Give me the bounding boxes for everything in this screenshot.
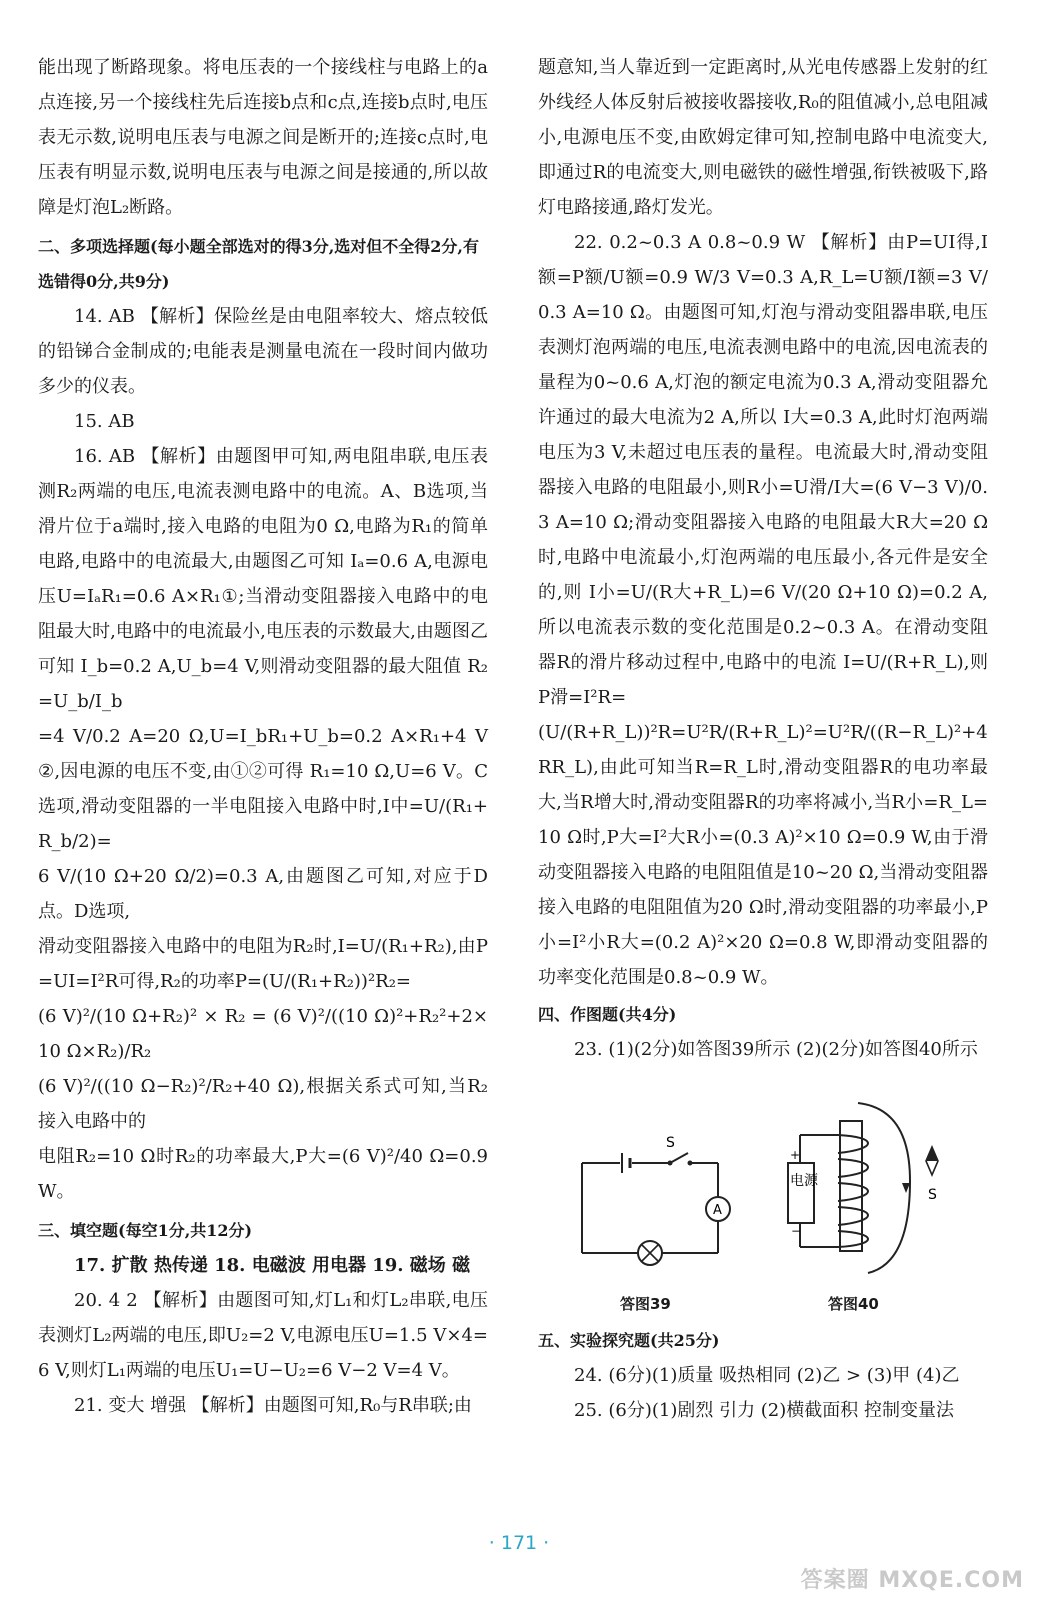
figure-caption: 答图40 — [828, 1295, 879, 1313]
answer-23: 23. (1)(2分)如答图39所示 (2)(2分)如答图40所示 — [574, 1039, 978, 1060]
ammeter-label: A — [713, 1203, 722, 1218]
answer-16-cont: (6 V)²/((10 Ω−R₂)²/R₂+40 Ω),根据关系式可知,当R₂接入电路中的 — [38, 1076, 488, 1132]
figure-caption: 答图39 — [620, 1295, 671, 1313]
answer-16: 16. AB 【解析】由题图甲可知,两电阻串联,电压表测R₂两端的电压,电流表测电路中的电流。A、B选项,当滑片位于a端时,接入电路的电阻为0 Ω,电路为R₁的简单电路,电路中的电流最大,由题图乙可知 Iₐ=0.6 A,电源电压U=IₐR₁=0.6 A×R₁①;当滑动变阻器接入电路中的电阻最大时,电路中的电流最小,电压表的示数最大,由题图乙可知 I_b=0.2 A,U_b=4 V,则滑动变阻器的最大阻值 R₂=U_b/I_b — [38, 446, 488, 712]
page-number: · 171 · — [488, 1532, 550, 1554]
section-heading: 二、多项选择题(每小题全部选对的得3分,选对但不全得2分,有选错得0分,共9分) — [38, 237, 479, 291]
plus-sign: + — [790, 1148, 801, 1162]
compass-north-half — [926, 1147, 938, 1161]
section-heading: 四、作图题(共4分) — [538, 1005, 677, 1024]
right-column — [538, 50, 988, 1428]
answer-15: 15. AB — [74, 411, 135, 432]
answer-figures — [538, 1073, 988, 1323]
left-column — [38, 50, 488, 1423]
answer-16-cont: (6 V)²/(10 Ω+R₂)² × R₂ = (6 V)²/((10 Ω)²+R₂²+2×10 Ω×R₂)/R₂ — [38, 1006, 488, 1062]
power-source-label: 电源 — [790, 1173, 818, 1189]
switch-label: S — [666, 1135, 675, 1151]
paragraph: 能出现了断路现象。将电压表的一个接线柱与电路上的a点连接,另一个接线柱先后连接b点和c点,连接b点时,电压表无示数,说明电压表与电源之间是断开的;连接c点时,电压表有明显示数,说明电压表与电源之间是接通的,所以故障是灯泡L₂断路。 — [38, 57, 488, 218]
compass-label: S — [928, 1187, 937, 1203]
minus-sign: − — [791, 1224, 802, 1238]
section-heading: 五、实验探究题(共25分) — [538, 1331, 720, 1350]
answer-22: 22. 0.2~0.3 A 0.8~0.9 W 【解析】由P=UI得,I额=P额/U额=0.9 W/3 V=0.3 A,R_L=U额/I额=3 V/0.3 A=10 Ω。由题图可知,灯泡与滑动变阻器串联,电压表测灯泡两端的电压,电流表测电路中的电流,因电流表的量程为0~0.6 A,灯泡的额定电流为0.3 A,滑动变阻器允许通过的最大电流为2 A,所以 I大=0.3 A,此时灯泡两端电压为3 V,未超过电压表的量程。电流最大时,滑动变阻器接入电路的电阻最小,则R小=U滑/I大=(6 V−3 V)/0.3 A=10 Ω;滑动变阻器接入电路的电阻最大R大=20 Ω时,电路中电流最小,灯泡两端的电压最小,各元件是安全的,则 I小=U/(R大+R_L)=6 V/(20 Ω+10 Ω)=0.2 A,所以电流表示数的变化范围是0.2~0.3 A。在滑动变阻器R的滑片移动过程中,电路中的电流 I=U/(R+R_L),则 P滑=I²R= — [538, 232, 988, 708]
answer-16-cont: 滑动变阻器接入电路中的电阻为R₂时,I=U/(R₁+R₂),由P=UI=I²R可得,R₂的功率P=(U/(R₁+R₂))²R₂= — [38, 936, 488, 992]
power-source-box — [788, 1163, 814, 1223]
arrow-icon — [902, 1183, 910, 1193]
answer-21: 21. 变大 增强 【解析】由题图可知,R₀与R串联;由 — [74, 1395, 472, 1416]
answer-20: 20. 4 2 【解析】由题图可知,灯L₁和灯L₂串联,电压表测灯L₂两端的电压,即U₂=2 V,电源电压U=1.5 V×4=6 V,则灯L₁两端的电压U₁=U−U₂=6 V−2 V=4 V。 — [38, 1290, 488, 1381]
switch-pivot — [668, 1161, 673, 1166]
section-heading: 三、填空题(每空1分,共12分) — [38, 1221, 253, 1240]
circuit-diagram-39 — [538, 1073, 988, 1283]
answer-16-cont: 电阻R₂=10 Ω时R₂的功率最大,P大=(6 V)²/40 Ω=0.9 W。 — [38, 1146, 488, 1202]
answer-17-19: 17. 扩散 热传递 18. 电磁波 用电器 19. 磁场 磁 — [74, 1255, 471, 1276]
switch-contact — [688, 1161, 693, 1166]
answer-16-cont: 6 V/(10 Ω+20 Ω/2)=0.3 A,由题图乙可知,对应于D点。D选项, — [38, 866, 488, 922]
answer-14: 14. AB 【解析】保险丝是由电阻率较大、熔点较低的铅锑合金制成的;电能表是测量电流在一段时间内做功多少的仪表。 — [38, 306, 488, 397]
answer-25: 25. (6分)(1)剧烈 引力 (2)横截面积 控制变量法 — [574, 1400, 955, 1421]
answer-24: 24. (6分)(1)质量 吸热相同 (2)乙 > (3)甲 (4)乙 — [574, 1365, 960, 1386]
answer-22-cont: (U/(R+R_L))²R=U²R/(R+R_L)²=U²R/((R−R_L)²+4RR_L),由此可知当R=R_L时,滑动变阻器R的电功率最大,当R增大时,滑动变阻器R的功率将减小,当R小=R_L=10 Ω时,P大=I²大R小=(0.3 A)²×10 Ω=0.9 W,由于滑动变阻器接入电路的电阻阻值是10~20 Ω,当滑动变阻器接入电路的电阻阻值为20 Ω时,滑动变阻器的功率最小,P小=I²小R大=(0.2 A)²×20 Ω=0.8 W,即滑动变阻器的功率变化范围是0.8~0.9 W。 — [538, 722, 988, 988]
watermark-logo: 答案圈 MXQE.COM — [800, 1568, 1024, 1593]
answer-16-cont: =4 V/0.2 A=20 Ω,U=I_bR₁+U_b=0.2 A×R₁+4 V②,因电源的电压不变,由①②可得 R₁=10 Ω,U=6 V。C选项,滑动变阻器的一半电阻接入电路中时,I中=U/(R₁+R_b/2)= — [38, 726, 488, 852]
electromagnet-diagram-40 — [788, 1103, 938, 1273]
paragraph: 题意知,当人靠近到一定距离时,从光电传感器上发射的红外线经人体反射后被接收器接收,R₀的阻值减小,总电阻减小,电源电压不变,由欧姆定律可知,控制电路中电流变大,即通过R的电流变大,则电磁铁的磁性增强,衔铁被吸下,路灯电路接通,路灯发光。 — [538, 57, 988, 218]
